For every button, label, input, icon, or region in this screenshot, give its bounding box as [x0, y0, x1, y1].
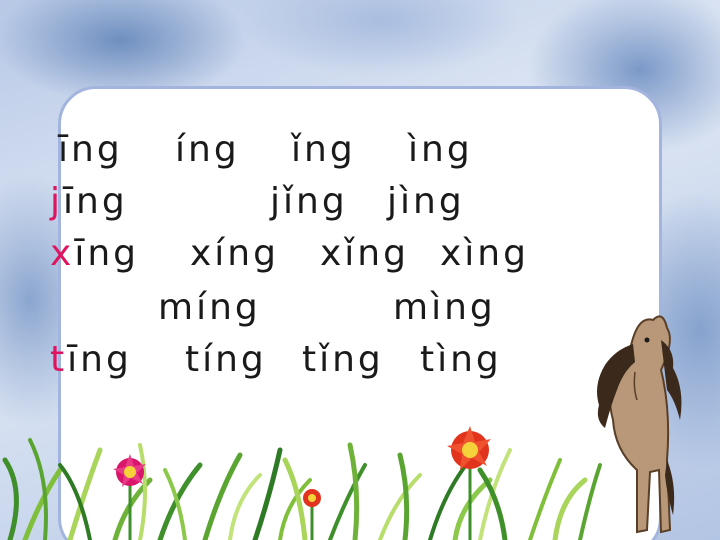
syllable-ting-1 [50, 336, 132, 384]
grass-blades [5, 440, 600, 540]
syllable-ming-4: mìng [393, 287, 496, 328]
syllable-ing-3: ǐng [291, 129, 356, 170]
syllable-jing-1 [50, 178, 128, 226]
syllable-xing-3: xǐng [320, 233, 409, 274]
syllable-ming-2: míng [158, 287, 261, 328]
syllable-jing-4: jìng [387, 181, 465, 222]
pinyin-row-2 [0, 178, 720, 226]
initial-x: x [50, 233, 75, 274]
initial-j: j [50, 181, 64, 222]
syllable-xing-1-rest: īng [74, 233, 139, 274]
syllable-ting-2: tíng [185, 339, 267, 380]
syllable-xing-4: xìng [440, 233, 529, 274]
initial-t: t [50, 339, 68, 380]
syllable-ting-1-rest: īng [67, 339, 132, 380]
pinyin-row-1 [0, 126, 720, 174]
pinyin-row-3 [0, 230, 720, 278]
syllable-jing-3: jǐng [270, 181, 348, 222]
syllable-ing-4: ìng [408, 129, 473, 170]
syllable-xing-2: xíng [190, 233, 279, 274]
syllable-ting-3: tǐng [302, 339, 384, 380]
syllable-ing-2: íng [175, 129, 240, 170]
syllable-jing-1-rest: īng [63, 181, 128, 222]
syllable-ing-1: īng [58, 129, 123, 170]
horse-illustration [575, 310, 695, 540]
syllable-xing-1 [50, 230, 139, 278]
syllable-ting-4: tìng [420, 339, 502, 380]
horse-icon [597, 316, 681, 532]
